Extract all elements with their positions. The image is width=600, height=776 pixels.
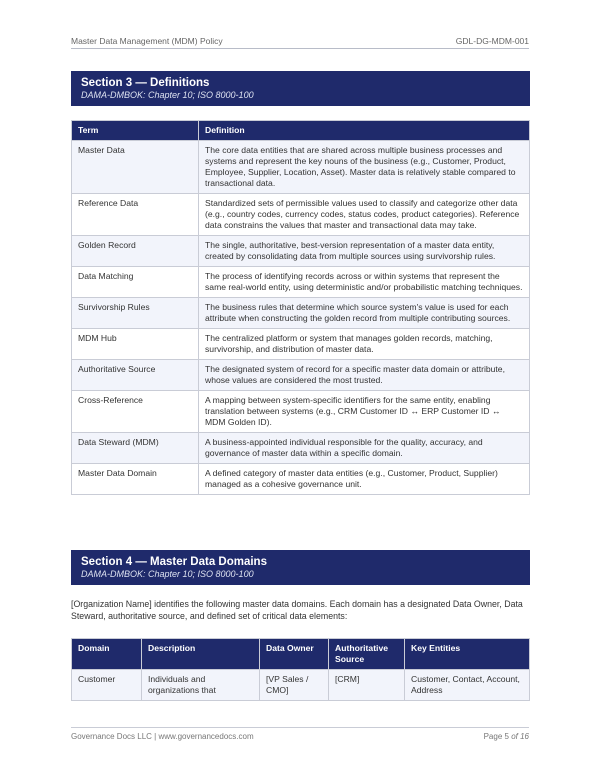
term-cell: Survivorship Rules [72, 298, 199, 329]
term-cell: MDM Hub [72, 329, 199, 360]
document-title: Master Data Management (MDM) Policy [71, 36, 223, 46]
domains-intro-paragraph: [Organization Name] identifies the following master data domains. Each domain has a designated Data Owner, Data Steward, authoritative source, and defined set of critical data elements: [71, 599, 523, 621]
page-header [71, 36, 529, 46]
section-4-banner [71, 550, 530, 585]
definition-cell: The single, authoritative, best-version representation of a master data entity, created by consolidating data from multiple sources using survivorship rules. [199, 236, 530, 267]
page-of-label: of [511, 732, 518, 741]
current-page: 5 [504, 732, 509, 741]
section-3-title: Section 3 — Definitions [81, 77, 210, 89]
column-header-definition: Definition [199, 121, 530, 141]
column-header-domain: Domain [72, 639, 142, 670]
column-header-data-owner: Data Owner [260, 639, 329, 670]
term-cell: Reference Data [72, 194, 199, 236]
footer-publisher: Governance Docs LLC | www.governancedocs.com [71, 732, 254, 741]
table-row [72, 236, 530, 267]
section-4-title: Section 4 — Master Data Domains [81, 556, 267, 568]
domain-cell: Customer [72, 670, 142, 701]
definition-cell: A defined category of master data entities (e.g., Customer, Product, Supplier) managed as a cohesive governance unit. [199, 464, 530, 495]
table-row [72, 141, 530, 194]
term-cell: Data Steward (MDM) [72, 433, 199, 464]
document-id: GDL-DG-MDM-001 [455, 36, 529, 46]
key-entities-cell: Customer, Contact, Account, Address [405, 670, 530, 701]
table-row [72, 194, 530, 236]
definition-cell: The centralized platform or system that manages golden records, matching, survivorship, and distribution of master data. [199, 329, 530, 360]
table-row [72, 391, 530, 433]
header-divider [71, 48, 529, 49]
table-row [72, 670, 530, 701]
definition-cell: The designated system of record for a specific master data domain or attribute, whose values are considered the most trusted. [199, 360, 530, 391]
page-number [484, 732, 529, 741]
table-row [72, 298, 530, 329]
term-cell: Cross-Reference [72, 391, 199, 433]
term-cell: Golden Record [72, 236, 199, 267]
definition-cell: A mapping between system-specific identifiers for the same entity, enabling translation between systems (e.g., CRM Customer ID ↔ ERP Customer ID ↔ MDM Golden ID). [199, 391, 530, 433]
page-footer [71, 732, 529, 741]
term-cell: Authoritative Source [72, 360, 199, 391]
table-row [72, 433, 530, 464]
term-cell: Master Data [72, 141, 199, 194]
data-owner-cell: [VP Sales / CMO] [260, 670, 329, 701]
term-cell: Data Matching [72, 267, 199, 298]
column-header-description: Description [142, 639, 260, 670]
term-cell: Master Data Domain [72, 464, 199, 495]
section-4-subtitle: DAMA-DMBOK: Chapter 10; ISO 8000-100 [81, 569, 254, 579]
authoritative-source-cell: [CRM] [329, 670, 405, 701]
table-row [72, 464, 530, 495]
domains-header-row [72, 639, 530, 670]
definition-cell: The process of identifying records across or within systems that represent the same real-world entity, using deterministic and/or probabilistic matching techniques. [199, 267, 530, 298]
table-row [72, 329, 530, 360]
footer-divider [71, 727, 529, 728]
domains-table [71, 638, 530, 701]
definition-cell: A business-appointed individual responsible for the quality, accuracy, and governance of master data within a specific domain. [199, 433, 530, 464]
section-3-subtitle: DAMA-DMBOK: Chapter 10; ISO 8000-100 [81, 90, 254, 100]
section-3-banner [71, 71, 530, 106]
column-header-authoritative-source: Authoritative Source [329, 639, 405, 670]
definitions-table [71, 120, 530, 495]
definitions-header-row [72, 121, 530, 141]
column-header-key-entities: Key Entities [405, 639, 530, 670]
definition-cell: The business rules that determine which source system's value is used for each attribute when constructing the golden record from multiple contributing sources. [199, 298, 530, 329]
definition-cell: The core data entities that are shared across multiple business processes and systems and represent the key nouns of the business (e.g., Customer, Product, Employee, Supplier, Location, Asset). Master data is relatively stable compared to transactional data. [199, 141, 530, 194]
description-cell: Individuals and organizations that [142, 670, 260, 701]
total-pages: 16 [520, 732, 529, 741]
definition-cell: Standardized sets of permissible values used to classify and categorize other data (e.g., country codes, currency codes, status codes, product categories). Reference data constrains the values that master and transactional data may take. [199, 194, 530, 236]
column-header-term: Term [72, 121, 199, 141]
page-label: Page [483, 732, 503, 741]
table-row [72, 360, 530, 391]
table-row [72, 267, 530, 298]
